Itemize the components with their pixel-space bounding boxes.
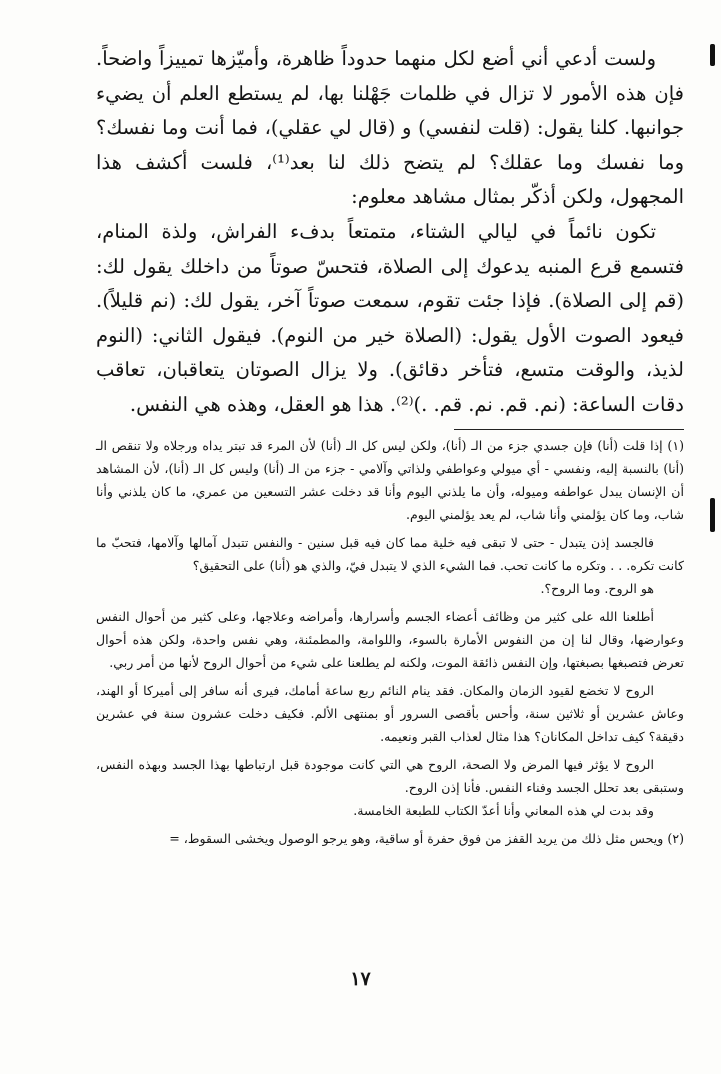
main-text xyxy=(96,42,684,423)
page-content xyxy=(96,42,684,850)
footnotes xyxy=(96,434,684,850)
footnote-paragraph: الروح لا تخضع لقيود الزمان والمكان. فقد ينام النائم ربع ساعة أمامك، فيرى أنه سافر إلى أميركا أو الهند، وعاش عشرين أو ثلاثين سنة، وأحس بأقصى السرور أو بمنتهى الألم. فكيف دخلت عشرون سنة في عشرين دقيقة؟ كيف تداخل المكانان؟ هذا مثال لعذاب القبر ونعيمه. xyxy=(96,682,684,744)
page-number: ١٧ xyxy=(350,968,371,990)
margin-mark xyxy=(710,44,715,66)
margin-mark xyxy=(710,498,715,532)
footnote-paragraph: فالجسد إذن يتبدل - حتى لا تبقى فيه خلية مما كان فيه قبل سنين - والنفس تتبدل آمالها وآلامها، فتحبّ ما كانت تكره. . . وتكره ما كانت تحب. فما الشيء الذي لا يتبدل فيّ، والذي هو (أنا) على التحقيق؟ xyxy=(96,534,684,573)
footnote-paragraph: وقد بدت لي هذه المعاني وأنا أعدّ الكتاب للطبعة الخامسة. xyxy=(353,802,654,818)
main-paragraph: تكون نائماً في ليالي الشتاء، متمتعاً بدفء الفراش، ولذة المنام، فتسمع قرع المنبه يدعوك إلى الصلاة، فتحسّ صوتاً من داخلك يقول لك: (قم إلى الصلاة). فإذا جئت تقوم، سمعت صوتاً آخر، يقول لك: (نم قليلاً). فيعود الصوت الأول يقول: (الصلاة خير من النوم). فيقول الثاني: (النوم لذيذ، والوقت متسع، فتأخر دقائق). ولا يزال الصوتان يتعاقبان، تعاقب دقات الساعة: (نم. قم. نم. قم. .)⁽²⁾. هذا هو العقل، وهذه هي النفس. xyxy=(96,219,684,416)
footnote-separator xyxy=(454,429,684,430)
footnote-paragraph: أطلعنا الله على كثير من وظائف أعضاء الجسم وأسرارها، وأمراضه وعلاجها، وعلى كثير من أحوال النفس وعوارضها، وقال لنا إن من النفوس الأمارة بالسوء، واللوامة، والمطمئنة، وهي نفس واحدة، ولكن هذه أحوال تعرض فتصبغها بصبغتها، وإن النفس ذائقة الموت، ولكنه لم يطلعنا على شيء من أحوال الروح لأنها من أمر ربي. xyxy=(96,608,684,670)
footnote-paragraph: الروح لا يؤثر فيها المرض ولا الصحة، الروح هي التي كانت موجودة قبل ارتباطها بهذا الجسد وبهذه النفس، وستبقى بعد تحلل الجسد وفناء النفس. فأنا إذن الروح. xyxy=(96,756,684,795)
footnote-2: (٢) ويحس مثل ذلك من يريد القفز من فوق حفرة أو ساقية، وهو يرجو الوصول ويخشى السقوط، = xyxy=(169,830,684,846)
footnote-paragraph: هو الروح. وما الروح؟. xyxy=(540,580,654,596)
footnote-1: (١) إذا قلت (أنا) فإن جسدي جزء من الـ (أنا)، ولكن ليس كل الـ (أنا) لأن المرء قد تبتر يداه ورجلاه ولا تنقص الـ (أنا) بالنسبة إليه، ونفسي - أي ميولي وعواطفي ولذاتي وآلامي - جزء من الـ (أنا) وليس كل الـ (أنا)، لأن المشاهد أن الإنسان يبدل عواطفه وميوله، وأن ما يلذني اليوم وأنا قد دخلت عشر التسعين من عمري، ما كان يلذني وأنا شاب، وما كان يؤلمني وأنا شاب، لم يعد يؤلمني اليوم. xyxy=(96,437,684,522)
main-paragraph: ولست أدعي أني أضع لكل منهما حدوداً ظاهرة، وأميّزها تمييزاً واضحاً. فإن هذه الأمور لا تزال في ظلمات جَهْلنا بها، لم يستطع العلم أن يضيء جوانبها. كلنا يقول: (قلت لنفسي) و (قال لي عقلي)، فما أنت وما نفسك؟ وما نفسك وما عقلك؟ لم يتضح ذلك لنا بعد⁽¹⁾، فلست أكشف هذا المجهول، ولكن أذكّر بمثال مشاهد معلوم: xyxy=(96,47,684,209)
